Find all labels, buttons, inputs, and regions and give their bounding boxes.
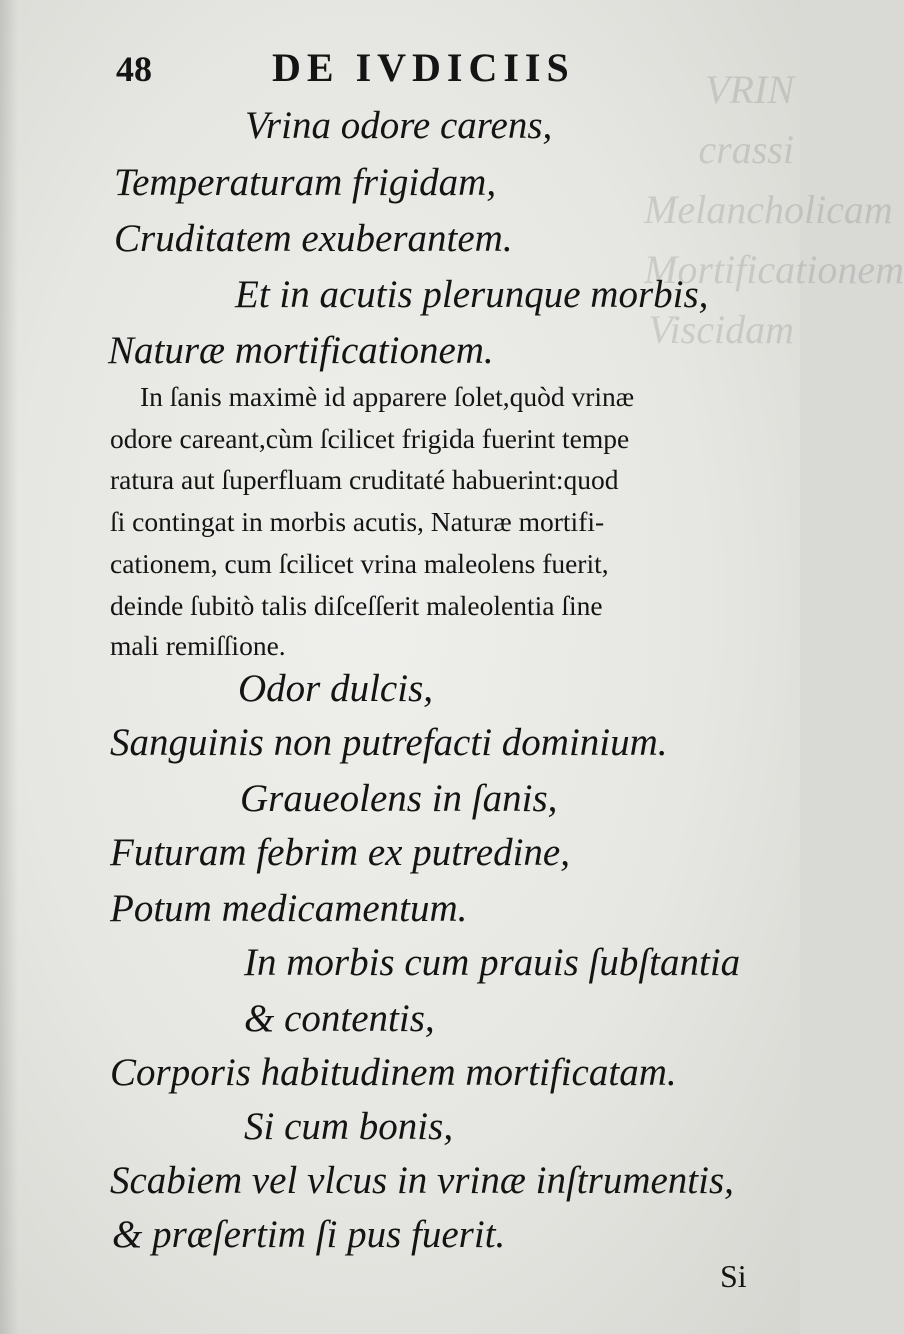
bleed-line: Melancholicam [644,187,893,232]
text-line: Corporis habitudinem mortificatam. [110,1051,677,1094]
bleed-line: Mortificationem [644,247,904,292]
bleed-line: crassi [698,127,794,172]
text-line: Graueolens in ſanis, [240,777,558,820]
text-line: Sanguinis non putrefacti dominium. [110,721,668,764]
text-line: Vrina odore carens, [245,104,553,147]
bleed-line: VRIN [705,67,794,112]
page-number: 48 [116,49,152,89]
page-header [116,44,576,94]
text-line: ſi contingat in morbis acutis, Naturæ mortifi- [110,506,605,537]
text-line: cationem, cum ſcilicet vrina maleolens fuerit, [110,548,609,579]
running-title: DE IVDICIIS [272,45,575,90]
text-line: mali remiſſione. [110,630,286,661]
text-line: deinde ſubitò talis diſceſſerit maleolentia ſine [110,590,603,621]
text-line: In ſanis maximè id apparere ſolet,quòd vrinæ [140,381,635,412]
text-line: Si cum bonis, [244,1105,454,1148]
text-line: In morbis cum prauis ſubſtantia [244,941,741,984]
gutter-shadow [0,0,18,1334]
text-line: Cruditatem exuberantem. [114,217,513,260]
text-line: Futuram febrim ex putredine, [110,831,570,874]
bleed-line: Viscidam [648,307,794,352]
text-line: ratura aut ſuperfluam cruditaté habuerint:quod [110,464,619,495]
text-line: Et in acutis plerunque morbis, [235,273,709,316]
text-line: Odor dulcis, [238,667,433,710]
text-line: & præſertim ſi pus fuerit. [112,1213,506,1256]
text-line: & contentis, [244,997,435,1040]
text-line: odore careant,cùm ſcilicet frigida fuerint tempe [110,423,630,454]
catchword: Si [720,1258,747,1294]
text-line: Temperaturam frigidam, [114,161,497,204]
text-line: Naturæ mortificationem. [108,329,494,372]
text-line: Scabiem vel vlcus in vrinæ inſtrumentis, [110,1159,734,1202]
text-line: Potum medicamentum. [110,887,468,930]
